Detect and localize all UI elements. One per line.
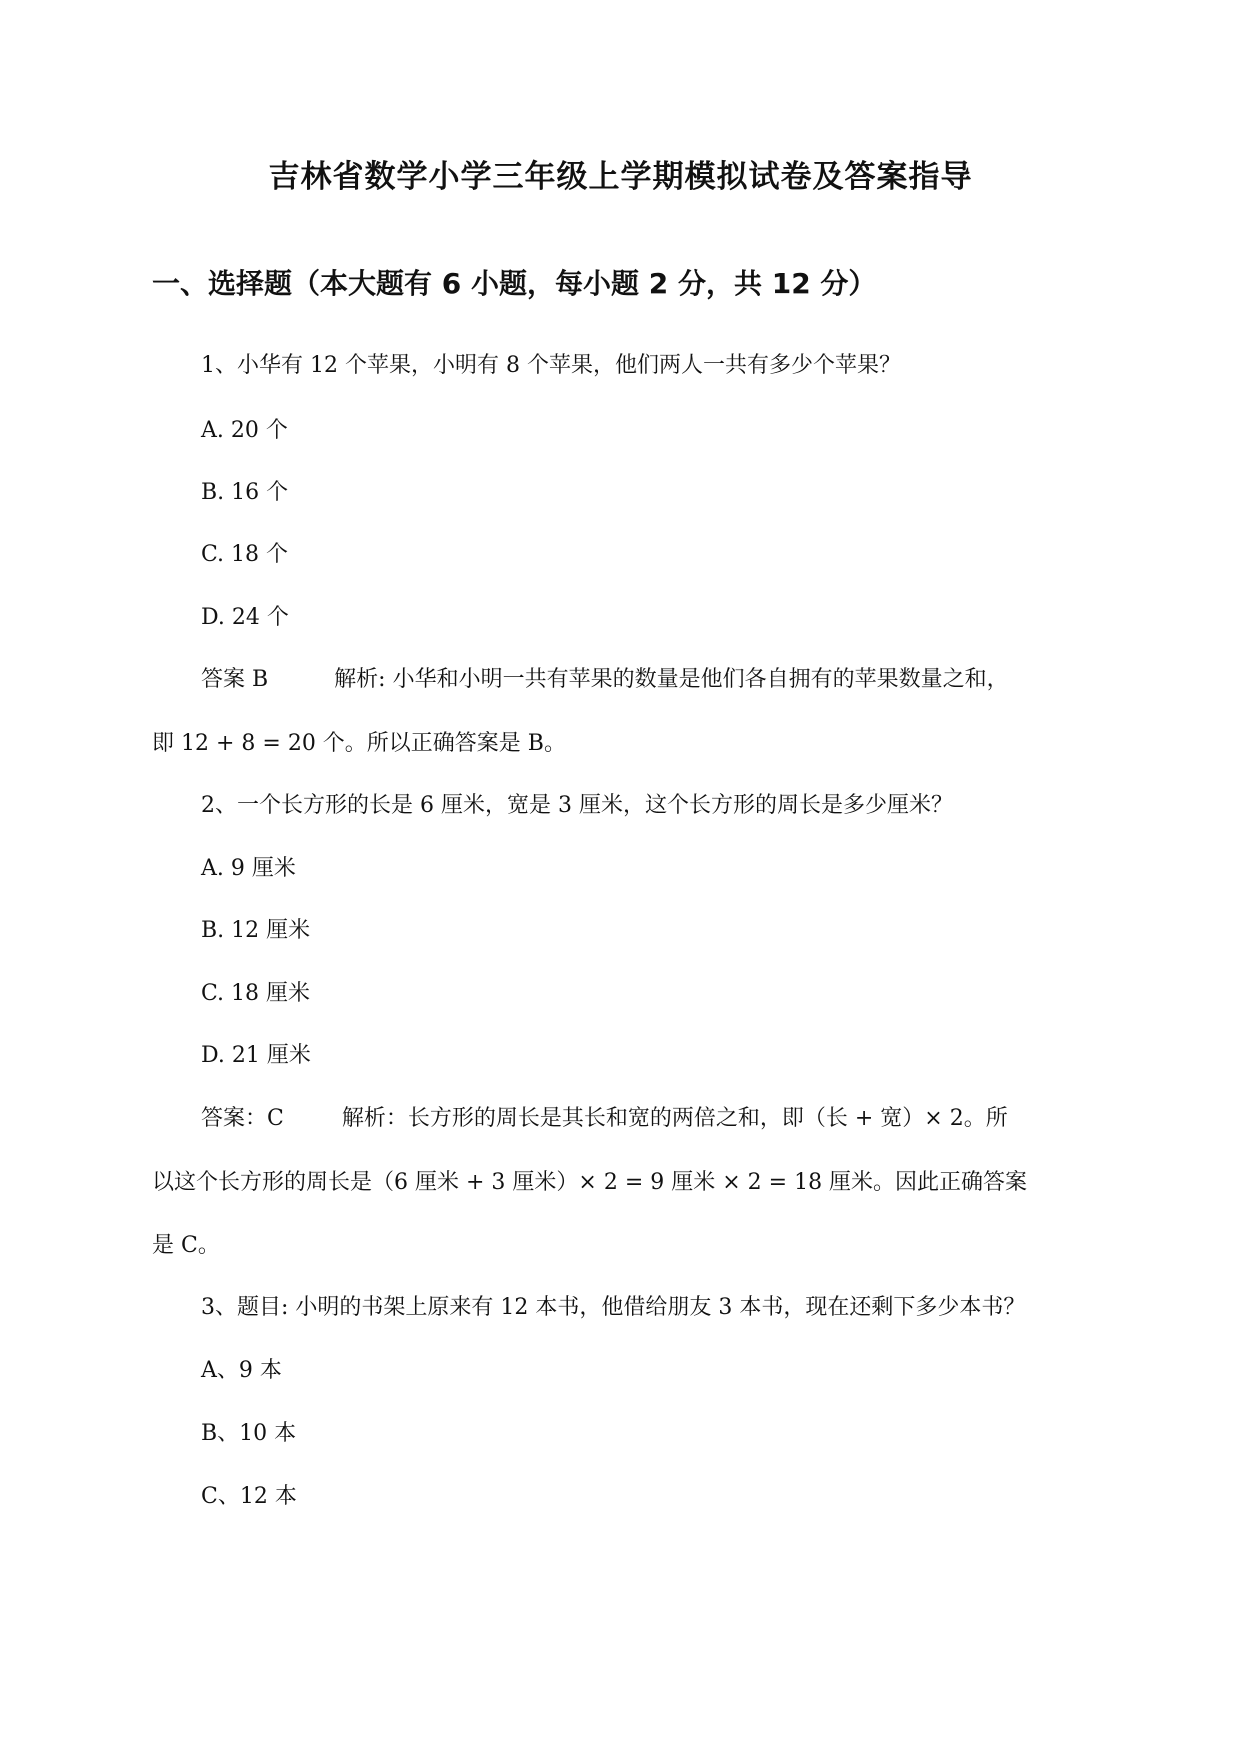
question-2-explanation-line-1: 解析：长方形的周长是其长和宽的两倍之和，即（长 + 宽）× 2。所: [341, 1106, 1008, 1131]
question-3-stem: 3、题目: 小明的书架上原来有 12 本书，他借给朋友 3 本书，现在还剩下多少本书？: [201, 1295, 1026, 1320]
question-3-option-b: B、10 本: [201, 1421, 297, 1446]
question-2-option-c: C. 18 厘米: [201, 981, 311, 1006]
question-1-answer-row: [201, 660, 1009, 700]
question-2-explanation-line-3: 是 C。: [152, 1233, 220, 1258]
question-1-option-d: D. 24 个: [201, 605, 289, 630]
question-2-answer-row: [201, 1099, 1008, 1139]
question-3-option-c: C、12 本: [201, 1484, 297, 1509]
document-title: 吉林省数学小学三年级上学期模拟试卷及答案指导: [268, 159, 973, 195]
question-2-explanation-line-2: 以这个长方形的周长是（6 厘米 + 3 厘米）× 2 = 9 厘米 × 2 = 18 厘米。因此正确答案: [152, 1170, 1028, 1195]
question-3-option-a: A、9 本: [201, 1358, 282, 1383]
question-1-explanation-line-1: 解析: 小华和小明一共有苹果的数量是他们各自拥有的苹果数量之和，: [334, 667, 1009, 692]
question-2-option-a: A. 9 厘米: [201, 856, 296, 881]
question-2-stem: 2、一个长方形的长是 6 厘米，宽是 3 厘米，这个长方形的周长是多少厘米？: [201, 793, 953, 818]
question-2-answer: 答案：C: [201, 1106, 284, 1131]
question-1-answer: 答案 B: [201, 667, 269, 692]
question-1-explanation-line-2: 即 12 + 8 = 20 个。所以正确答案是 B。: [152, 731, 566, 756]
question-1-stem: 1、小华有 12 个苹果，小明有 8 个苹果，他们两人一共有多少个苹果？: [201, 353, 901, 378]
section-heading: 一、选择题（本大题有 6 小题，每小题 2 分，共 12 分）: [152, 267, 877, 300]
question-2-option-d: D. 21 厘米: [201, 1043, 311, 1068]
question-1-option-a: A. 20 个: [201, 418, 288, 443]
question-1-option-c: C. 18 个: [201, 542, 289, 567]
question-1-option-b: B. 16 个: [201, 480, 289, 505]
question-2-option-b: B. 12 厘米: [201, 918, 311, 943]
